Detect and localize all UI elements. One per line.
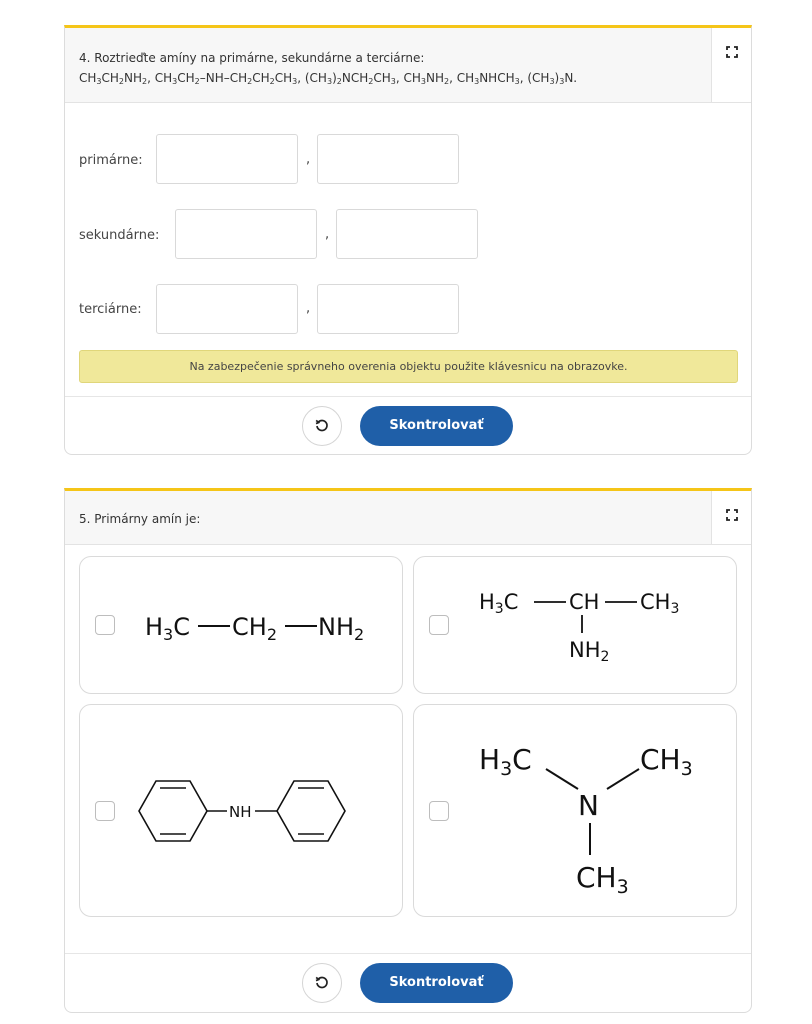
comma: ,	[325, 227, 330, 242]
formula-item: $(CH_3)_3N$	[527, 71, 574, 86]
checkbox-icon[interactable]	[429, 615, 449, 635]
svg-text:H3C: $H_3C$	[479, 743, 532, 780]
secondary-input-1[interactable]	[175, 209, 317, 259]
question-5-card	[64, 488, 752, 1013]
checkbox-icon[interactable]	[95, 615, 115, 635]
svg-text:NH2: NH2	[569, 638, 610, 665]
keyboard-notice: Na zabezpečenie správneho overenia objektu použite klávesnicu na obrazovke.	[79, 350, 738, 383]
expand-button[interactable]	[711, 491, 751, 544]
primary-input-1[interactable]	[156, 134, 298, 184]
question-4-formulas: $CH_3CH_2NH_2$, $CH_3CH_2-NH-CH_2CH_2CH_3$, $(CH_3)_2NCH_2CH_3$, $CH_3NH_2$, $CH_3NHCH_3$, $(CH_3)_3N$.	[79, 71, 578, 86]
option-trimethylamine[interactable]	[413, 704, 737, 917]
svg-text:CH3: $CH_3$	[640, 743, 693, 780]
comma: ,	[306, 301, 311, 316]
checkbox-icon[interactable]	[429, 801, 449, 821]
formula-item: $CH_3NHCH_3$	[456, 71, 520, 86]
label-tertiary: terciárne:	[79, 302, 142, 317]
tertiary-input-2[interactable]	[317, 284, 459, 334]
reset-button[interactable]	[302, 963, 342, 1003]
svg-text:NH2: $NH_2$	[318, 613, 365, 644]
option-ethylamine[interactable]	[79, 556, 403, 694]
reset-icon	[314, 418, 330, 434]
tertiary-input-1[interactable]	[156, 284, 298, 334]
svg-text:H3C: H3C	[479, 590, 519, 617]
svg-text:H3C: $H_3C$	[145, 613, 190, 644]
formula-item: $CH_3CH_2NH_2$	[79, 71, 148, 86]
formula-item: $CH_3CH_2-NH-CH_2CH_2CH_3$	[154, 71, 298, 86]
question-4-prompt: 4. Roztrieďte amíny na primárne, sekundárne a terciárne:	[79, 51, 425, 65]
question-5-prompt: 5. Primárny amín je:	[79, 512, 201, 526]
svg-text:CH3: CH3	[640, 590, 680, 617]
comma: ,	[306, 152, 311, 167]
trimethylamine-structure	[474, 727, 724, 907]
option-isopropylamine[interactable]	[413, 556, 737, 694]
question-4-header	[65, 28, 751, 103]
formula-item: $CH_3NH_2$	[403, 71, 450, 86]
diphenylamine-structure	[135, 775, 385, 845]
checkbox-icon[interactable]	[95, 801, 115, 821]
reset-icon	[314, 975, 330, 991]
nh-label: NH	[229, 803, 252, 821]
formula-item: $(CH_3)_2NCH_2CH_3$	[304, 71, 396, 86]
expand-icon	[726, 509, 738, 521]
svg-text:CH3: $CH_3$	[576, 861, 629, 898]
secondary-input-2[interactable]	[336, 209, 478, 259]
expand-button[interactable]	[711, 28, 751, 102]
isopropylamine-structure	[474, 575, 714, 675]
question-5-header	[65, 491, 751, 545]
option-diphenylamine[interactable]	[79, 704, 403, 917]
reset-button[interactable]	[302, 406, 342, 446]
label-primary: primárne:	[79, 153, 143, 168]
check-button[interactable]: Skontrolovať	[360, 963, 513, 1003]
primary-input-2[interactable]	[317, 134, 459, 184]
svg-text:CH2: $CH_2$	[232, 613, 277, 644]
svg-text:CH: CH	[569, 590, 600, 614]
divider	[65, 396, 751, 397]
label-secondary: sekundárne:	[79, 228, 160, 243]
ethylamine-structure	[140, 597, 380, 657]
question-4-text	[79, 48, 577, 88]
expand-icon	[726, 46, 738, 58]
question-4-card	[64, 25, 752, 455]
svg-text:N: N	[578, 789, 599, 822]
check-button[interactable]: Skontrolovať	[360, 406, 513, 446]
divider	[65, 953, 751, 954]
